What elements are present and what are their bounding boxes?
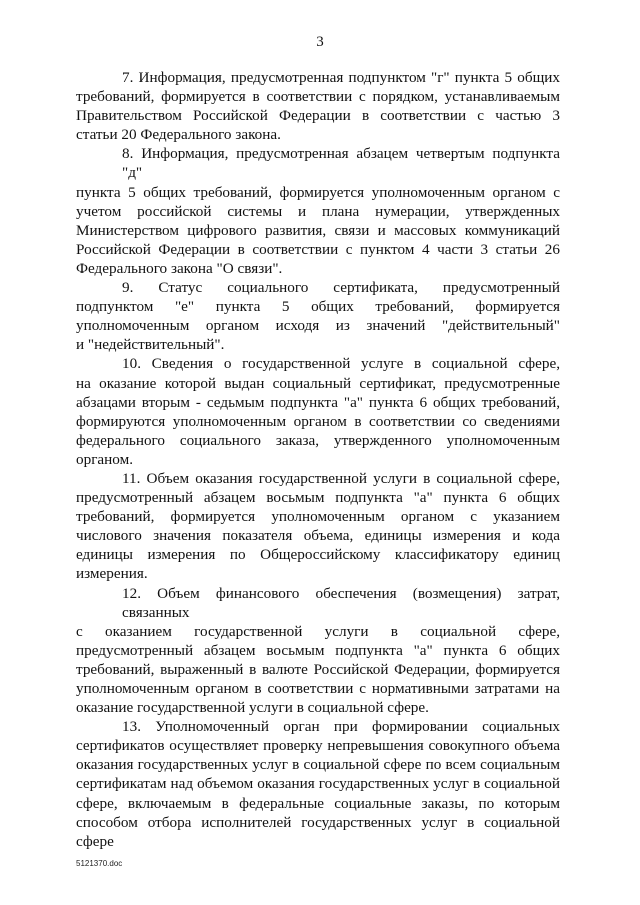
text-line: способом отбора исполнителей государственных услуг в социальной сфере: [76, 813, 560, 850]
paragraph-11: [76, 469, 560, 584]
text-line: требований, формируется в соответствии с порядком, устанавливаемым: [76, 88, 560, 106]
paragraph-10: [76, 354, 560, 469]
text-line: пункта 5 общих требований, формируется уполномоченным органом с: [76, 183, 560, 201]
text-line: требований, формируется уполномоченным органом с указанием: [76, 508, 560, 526]
text-line: 9. Статус социального сертификата, предусмотренный: [122, 279, 560, 297]
text-line: единицы измерения по Общероссийскому классификатору единиц: [76, 546, 560, 564]
document-body: [76, 68, 560, 851]
text-line: федерального социального заказа, утвержденного уполномоченным: [76, 431, 560, 449]
text-line: органом.: [76, 450, 133, 468]
text-line: 10. Сведения о государственной услуге в социальной сфере,: [122, 355, 560, 373]
text-line: 12. Объем финансового обеспечения (возмещения) затрат, связанных: [122, 584, 560, 621]
text-line: 8. Информация, предусмотренная абзацем четвертым подпункта "д": [122, 145, 560, 182]
paragraph-8: [76, 144, 560, 278]
text-line: измерения.: [76, 565, 148, 583]
text-line: предусмотренный абзацем восьмым подпункта "а" пункта 6 общих: [76, 489, 560, 507]
text-line: формируются уполномоченным органом в соответствии со сведениями: [76, 412, 560, 430]
text-line: учетом российской системы и плана нумерации, утвержденных: [76, 202, 560, 220]
page-number: 3: [316, 34, 324, 50]
text-line: и "недействительный".: [76, 336, 225, 354]
document-filename: 5121370.doc: [76, 859, 123, 868]
text-line: на оказание которой выдан социальный сертификат, предусмотренные: [76, 374, 560, 392]
text-line: требований, выраженный в валюте Российской Федерации, формируется: [76, 660, 560, 678]
text-line: оказания государственных услуг в социальной сфере по всем социальным: [76, 756, 560, 774]
text-line: абзацами вторым - седьмым подпункта "а" пункта 6 общих требований,: [76, 393, 560, 411]
text-line: сертификатам над объемом оказания государственных услуг в социальной: [76, 775, 560, 793]
paragraph-7: [76, 68, 560, 144]
text-line: сертификатов осуществляет проверку непревышения совокупного объема: [76, 737, 560, 755]
text-line: 7. Информация, предусмотренная подпунктом "г" пункта 5 общих: [122, 69, 560, 86]
text-line: Федерального закона "О связи".: [76, 259, 283, 277]
text-line: статьи 20 Федерального закона.: [76, 126, 281, 144]
text-line: сфере, включаемым в федеральные социальные заказы, по которым: [76, 794, 560, 812]
text-line: уполномоченным органом в соответствии с нормативными затратами на: [76, 680, 560, 697]
text-line: Министерством цифрового развития, связи и массовых коммуникаций: [76, 221, 560, 239]
text-line: Правительством Российской Федерации в соответствии с частью 3: [76, 107, 560, 125]
text-line: 11. Объем оказания государственной услуги в социальной сфере,: [122, 469, 560, 487]
text-line: 13. Уполномоченный орган при формировании социальных: [122, 718, 560, 736]
text-line: предусмотренный абзацем восьмым подпункта "а" пункта 6 общих: [76, 641, 560, 659]
text-line: уполномоченным органом исходя из значений "действительный": [76, 317, 560, 335]
text-line: подпунктом "е" пункта 5 общих требований, формируется: [76, 298, 560, 316]
text-line: оказание государственной услуги в социальной сфере.: [76, 699, 429, 717]
paragraph-9: [76, 278, 560, 354]
text-line: с оказанием государственной услуги в социальной сфере,: [76, 622, 560, 640]
text-line: Российской Федерации в соответствии с пунктом 4 части 3 статьи 26: [76, 240, 560, 258]
paragraph-12: [76, 584, 560, 718]
text-line: числового значения показателя объема, единицы измерения и кода: [76, 527, 560, 545]
paragraph-13: [76, 717, 560, 851]
